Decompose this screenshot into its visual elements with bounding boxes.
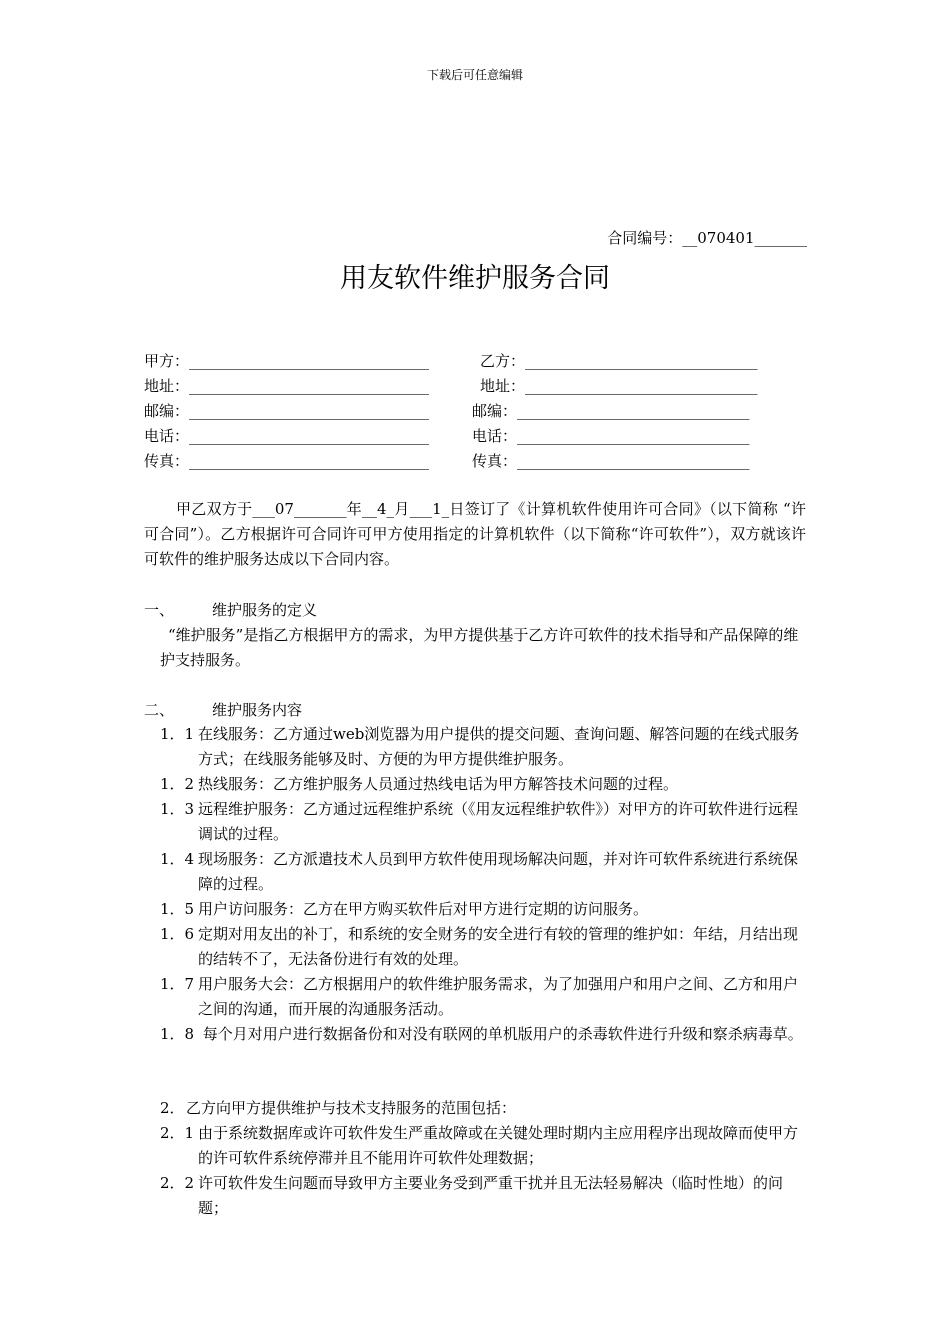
party-b-address: 地址：_______________________________ <box>480 377 758 395</box>
party-a-fax: 传真：________________________________ <box>144 452 430 470</box>
party-a-phone: 电话：________________________________ <box>144 427 430 445</box>
party-b-phone: 电话：_______________________________ <box>472 427 750 445</box>
intro-paragraph: 甲乙双方于___07_______年__4_月___1_日签订了《计算机软件使用许可合同》（以下简称 “许可合同”）。乙方根据许可合同许可甲方使用指定的计算机软件（以下简称“许可软件”），双方就该许可软件的维护服务达成以下合同内容。 <box>144 500 806 568</box>
party-a-postcode: 邮编：________________________________ <box>144 402 430 420</box>
document-title: 用友软件维护服务合同 <box>340 263 610 294</box>
party-b-postcode: 邮编：_______________________________ <box>472 402 750 420</box>
section-2-heading: 二、 维护服务内容 <box>144 701 303 719</box>
list-item: 1．5 用户访问服务：乙方在甲方购买软件后对甲方进行定期的访问服务。 <box>160 900 649 918</box>
list-item: 1．8 每个月对用户进行数据备份和对没有联网的单机版用户的杀毒软件进行升级和察杀病毒草。 <box>160 1025 803 1043</box>
section-1-heading: 一、 维护服务的定义 <box>144 601 318 619</box>
list-item: 1．6 定期对用友出的补丁，和系统的安全财务的安全进行有较的管理的维护如：年结，月结出现的结转不了，无法备份进行有效的处理。 <box>160 925 799 968</box>
section-1-body: “维护服务”是指乙方根据甲方的需求，为甲方提供基于乙方许可软件的技术指导和产品保障的维护支持服务。 <box>160 626 799 669</box>
party-b-name: 乙方：_______________________________ <box>480 352 758 370</box>
party-b-fax: 传真：_______________________________ <box>472 452 750 470</box>
list-item: 1．1 在线服务：乙方通过web浏览器为用户提供的提交问题、查询问题、解答问题的在线式服务方式；在线服务能够及时、方便的为甲方提供维护服务。 <box>160 725 800 768</box>
header-note: 下载后可任意编辑 <box>426 68 523 82</box>
list-item: 1．4 现场服务：乙方派遣技术人员到甲方软件使用现场解决问题，并对许可软件系统进行系统保障的过程。 <box>160 850 799 893</box>
list-item: 2．2 许可软件发生问题而导致甲方主要业务受到严重干扰并且无法轻易解决（临时性地）的问题； <box>160 1174 784 1217</box>
list-item: 1．2 热线服务：乙方维护服务人员通过热线电话为甲方解答技术问题的过程。 <box>160 775 679 793</box>
party-a-name: 甲方：________________________________ <box>144 352 430 370</box>
contract-number <box>607 227 807 248</box>
scope-intro: 2．乙方向甲方提供维护与技术支持服务的范围包括： <box>160 1099 517 1117</box>
list-item: 2．1 由于系统数据库或许可软件发生严重故障或在关键处理时期内主应用程序出现故障而使甲方的许可软件系统停滞并且不能用许可软件处理数据； <box>160 1124 799 1167</box>
contract-number-value: __070401_______ <box>682 229 807 247</box>
contract-number-label: 合同编号： <box>607 229 683 247</box>
party-a-address: 地址：________________________________ <box>144 377 430 395</box>
list-item: 1．7 用户服务大会：乙方根据用户的软件维护服务需求，为了加强用户和用户之间、乙方和用户之间的沟通，而开展的沟通服务活动。 <box>160 975 799 1018</box>
list-item: 1．3 远程维护服务：乙方通过远程维护系统（《用友远程维护软件》）对甲方的许可软件进行远程调试的过程。 <box>160 800 799 843</box>
